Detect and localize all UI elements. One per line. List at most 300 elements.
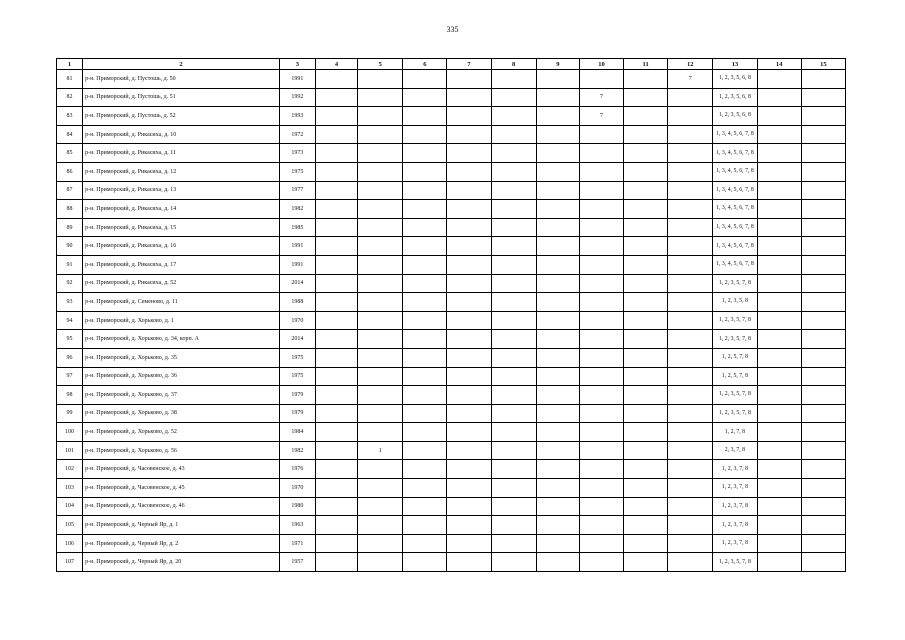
value-cell-col-11 [624,255,668,274]
row-number: 94 [57,311,83,330]
value-cell-col-4 [315,70,357,89]
value-cell-col-10 [579,70,623,89]
value-cell-col-10 [579,386,623,405]
row-number: 82 [57,88,83,107]
codes-cell: 1, 2, 3, 5, 7, 8 [713,330,757,349]
value-cell-col-15 [801,255,845,274]
value-cell-col-10 [579,534,623,553]
value-cell-col-12 [668,534,713,553]
value-cell-col-6 [403,497,447,516]
table-row [57,404,846,423]
table-row [57,255,846,274]
value-cell-col-10 [579,237,623,256]
value-cell-col-6 [403,553,447,572]
value-cell-col-15 [801,553,845,572]
value-cell-col-9 [536,497,579,516]
table-row [57,200,846,219]
value-cell-col-9 [536,311,579,330]
value-cell-col-9 [536,367,579,386]
value-cell-col-10 [579,200,623,219]
value-cell-col-8 [491,107,536,126]
value-cell-col-12 [668,107,713,126]
value-cell-col-9 [536,88,579,107]
address-cell: р-н. Приморский, д. Черный Яр, д. 20 [83,553,280,572]
value-cell-col-7 [447,534,491,553]
value-cell-col-8 [491,441,536,460]
row-number: 95 [57,330,83,349]
value-cell-col-4 [315,348,357,367]
codes-cell: 1, 2, 3, 5, 7, 8 [713,553,757,572]
value-cell-col-4 [315,200,357,219]
value-cell-col-10 [579,144,623,163]
value-cell-col-14 [757,88,801,107]
value-cell-col-4 [315,218,357,237]
value-cell-col-12 [668,274,713,293]
value-cell-col-11 [624,293,668,312]
value-cell-col-14 [757,70,801,89]
value-cell-col-8 [491,181,536,200]
value-cell-col-9 [536,553,579,572]
year-cell: 1991 [279,70,315,89]
value-cell-col-15 [801,88,845,107]
value-cell-col-9 [536,479,579,498]
address-cell: р-н. Приморский, д. Черный Яр, д. 1 [83,516,280,535]
address-cell: р-н. Приморский, д. Рикасиха, д. 15 [83,218,280,237]
column-header-4: 4 [315,59,357,70]
value-cell-col-12 [668,386,713,405]
value-cell-col-10 [579,479,623,498]
table-row [57,218,846,237]
value-cell-col-5 [358,293,403,312]
value-cell-col-8 [491,218,536,237]
codes-cell: 1, 2, 5, 7, 8 [713,367,757,386]
value-cell-col-10 [579,404,623,423]
table-row [57,274,846,293]
value-cell-col-4 [315,404,357,423]
codes-cell: 1, 2, 3, 5, 6, 8 [713,70,757,89]
value-cell-col-15 [801,460,845,479]
value-cell-col-9 [536,237,579,256]
value-cell-col-7 [447,70,491,89]
value-cell-col-12 [668,367,713,386]
value-cell-col-10: 7 [579,107,623,126]
value-cell-col-6 [403,218,447,237]
value-cell-col-10 [579,162,623,181]
address-cell: р-н. Приморский, д. Рикасиха, д. 10 [83,125,280,144]
year-cell: 1975 [279,162,315,181]
register-table [56,58,846,572]
value-cell-col-6 [403,70,447,89]
value-cell-col-7 [447,218,491,237]
year-cell: 1979 [279,404,315,423]
table-row [57,497,846,516]
value-cell-col-5 [358,181,403,200]
value-cell-col-12 [668,293,713,312]
value-cell-col-5 [358,367,403,386]
year-cell: 2014 [279,274,315,293]
year-cell: 1988 [279,293,315,312]
value-cell-col-6 [403,460,447,479]
value-cell-col-9 [536,534,579,553]
table-row [57,553,846,572]
column-header-10: 10 [579,59,623,70]
codes-cell: 1, 2, 7, 8 [713,423,757,442]
value-cell-col-9 [536,516,579,535]
value-cell-col-5 [358,553,403,572]
value-cell-col-12 [668,88,713,107]
value-cell-col-15 [801,218,845,237]
year-cell: 1976 [279,460,315,479]
value-cell-col-10 [579,125,623,144]
row-number: 107 [57,553,83,572]
value-cell-col-10 [579,181,623,200]
value-cell-col-10 [579,441,623,460]
value-cell-col-12 [668,144,713,163]
table-row [57,88,846,107]
table-row [57,162,846,181]
value-cell-col-4 [315,534,357,553]
column-header-3: 3 [279,59,315,70]
value-cell-col-6 [403,311,447,330]
year-cell: 2014 [279,330,315,349]
value-cell-col-10 [579,460,623,479]
value-cell-col-11 [624,423,668,442]
value-cell-col-10: 7 [579,88,623,107]
table-row [57,237,846,256]
value-cell-col-4 [315,181,357,200]
address-cell: р-н. Приморский, д. Пустошь, д. 50 [83,70,280,89]
value-cell-col-7 [447,144,491,163]
row-number: 84 [57,125,83,144]
value-cell-col-4 [315,386,357,405]
value-cell-col-7 [447,348,491,367]
row-number: 98 [57,386,83,405]
codes-cell: 1, 2, 3, 5, 7, 8 [713,404,757,423]
value-cell-col-15 [801,237,845,256]
value-cell-col-12 [668,460,713,479]
value-cell-col-12 [668,516,713,535]
table-row [57,516,846,535]
address-cell: р-н. Приморский, д. Хорьково, д. 38 [83,404,280,423]
address-cell: р-н. Приморский, д. Часовенское, д. 43 [83,460,280,479]
value-cell-col-14 [757,479,801,498]
value-cell-col-11 [624,479,668,498]
address-cell: р-н. Приморский, д. Хорьково, д. 34, корп. А [83,330,280,349]
value-cell-col-14 [757,293,801,312]
value-cell-col-10 [579,274,623,293]
value-cell-col-7 [447,441,491,460]
value-cell-col-6 [403,255,447,274]
value-cell-col-7 [447,200,491,219]
value-cell-col-11 [624,348,668,367]
value-cell-col-10 [579,348,623,367]
address-cell: р-н. Приморский, д. Рикасиха, д. 52 [83,274,280,293]
column-header-6: 6 [403,59,447,70]
value-cell-col-9 [536,144,579,163]
value-cell-col-15 [801,516,845,535]
value-cell-col-9 [536,423,579,442]
table-row [57,107,846,126]
value-cell-col-12 [668,330,713,349]
row-number: 81 [57,70,83,89]
value-cell-col-6 [403,125,447,144]
address-cell: р-н. Приморский, д. Рикасиха, д. 13 [83,181,280,200]
value-cell-col-5 [358,311,403,330]
table-row [57,460,846,479]
value-cell-col-4 [315,423,357,442]
value-cell-col-15 [801,330,845,349]
value-cell-col-15 [801,311,845,330]
value-cell-col-4 [315,497,357,516]
row-number: 96 [57,348,83,367]
value-cell-col-11 [624,460,668,479]
value-cell-col-10 [579,553,623,572]
value-cell-col-14 [757,311,801,330]
value-cell-col-12 [668,181,713,200]
value-cell-col-9 [536,162,579,181]
value-cell-col-14 [757,534,801,553]
value-cell-col-4 [315,274,357,293]
value-cell-col-4 [315,441,357,460]
value-cell-col-8 [491,386,536,405]
table-row [57,330,846,349]
value-cell-col-8 [491,479,536,498]
value-cell-col-14 [757,162,801,181]
value-cell-col-15 [801,479,845,498]
table-row [57,441,846,460]
value-cell-col-9 [536,107,579,126]
value-cell-col-10 [579,311,623,330]
value-cell-col-14 [757,460,801,479]
year-cell: 1982 [279,200,315,219]
value-cell-col-12 [668,218,713,237]
value-cell-col-4 [315,367,357,386]
value-cell-col-6 [403,386,447,405]
year-cell: 1963 [279,516,315,535]
value-cell-col-10 [579,218,623,237]
row-number: 89 [57,218,83,237]
value-cell-col-4 [315,237,357,256]
value-cell-col-5 [358,218,403,237]
value-cell-col-15 [801,348,845,367]
address-cell: р-н. Приморский, д. Хорьково, д. 36 [83,367,280,386]
value-cell-col-5 [358,460,403,479]
value-cell-col-14 [757,237,801,256]
row-number: 85 [57,144,83,163]
row-number: 102 [57,460,83,479]
value-cell-col-6 [403,162,447,181]
value-cell-col-12 [668,311,713,330]
value-cell-col-15 [801,107,845,126]
value-cell-col-10 [579,255,623,274]
value-cell-col-14 [757,125,801,144]
value-cell-col-14 [757,181,801,200]
year-cell: 1991 [279,237,315,256]
value-cell-col-5 [358,125,403,144]
address-cell: р-н. Приморский, д. Рикасиха, д. 11 [83,144,280,163]
codes-cell: 1, 2, 3, 7, 8 [713,497,757,516]
value-cell-col-4 [315,553,357,572]
value-cell-col-12 [668,125,713,144]
value-cell-col-5 [358,162,403,181]
address-cell: р-н. Приморский, д. Хорьково, д. 1 [83,311,280,330]
value-cell-col-8 [491,553,536,572]
codes-cell: 1, 3, 4, 5, 6, 7, 8 [713,125,757,144]
value-cell-col-7 [447,367,491,386]
codes-cell: 1, 2, 3, 5, 8 [713,293,757,312]
value-cell-col-11 [624,311,668,330]
value-cell-col-8 [491,516,536,535]
value-cell-col-8 [491,497,536,516]
value-cell-col-7 [447,237,491,256]
column-header-15: 15 [801,59,845,70]
table-row [57,144,846,163]
year-cell: 1972 [279,125,315,144]
value-cell-col-10 [579,516,623,535]
value-cell-col-12 [668,200,713,219]
value-cell-col-7 [447,181,491,200]
value-cell-col-9 [536,348,579,367]
value-cell-col-14 [757,274,801,293]
value-cell-col-8 [491,330,536,349]
value-cell-col-15 [801,441,845,460]
value-cell-col-4 [315,516,357,535]
value-cell-col-12 [668,162,713,181]
codes-cell: 1, 2, 3, 5, 6, 8 [713,88,757,107]
value-cell-col-14 [757,404,801,423]
address-cell: р-н. Приморский, д. Хорьково, д. 52 [83,423,280,442]
table-row [57,534,846,553]
column-header-7: 7 [447,59,491,70]
value-cell-col-8 [491,88,536,107]
value-cell-col-14 [757,386,801,405]
value-cell-col-11 [624,441,668,460]
value-cell-col-5 [358,144,403,163]
value-cell-col-6 [403,107,447,126]
value-cell-col-14 [757,144,801,163]
address-cell: р-н. Приморский, д. Часовенское, д. 46 [83,497,280,516]
value-cell-col-14 [757,200,801,219]
value-cell-col-12 [668,553,713,572]
value-cell-col-12 [668,348,713,367]
value-cell-col-7 [447,311,491,330]
year-cell: 1979 [279,386,315,405]
address-cell: р-н. Приморский, д. Семеново, д. 11 [83,293,280,312]
value-cell-col-6 [403,423,447,442]
value-cell-col-15 [801,497,845,516]
value-cell-col-6 [403,330,447,349]
value-cell-col-8 [491,367,536,386]
year-cell: 1993 [279,107,315,126]
row-number: 88 [57,200,83,219]
value-cell-col-12 [668,497,713,516]
year-cell: 1971 [279,534,315,553]
value-cell-col-11 [624,181,668,200]
value-cell-col-8 [491,274,536,293]
row-number: 83 [57,107,83,126]
column-header-5: 5 [358,59,403,70]
value-cell-col-6 [403,88,447,107]
address-cell: р-н. Приморский, д. Рикасиха, д. 16 [83,237,280,256]
value-cell-col-6 [403,479,447,498]
row-number: 87 [57,181,83,200]
value-cell-col-15 [801,386,845,405]
table-row [57,311,846,330]
year-cell: 1970 [279,311,315,330]
value-cell-col-5 [358,70,403,89]
column-header-1: 1 [57,59,83,70]
value-cell-col-9 [536,460,579,479]
value-cell-col-6 [403,348,447,367]
row-number: 103 [57,479,83,498]
value-cell-col-11 [624,534,668,553]
value-cell-col-9 [536,181,579,200]
value-cell-col-15 [801,367,845,386]
value-cell-col-12 [668,479,713,498]
value-cell-col-10 [579,293,623,312]
value-cell-col-11 [624,125,668,144]
value-cell-col-9 [536,70,579,89]
value-cell-col-8 [491,200,536,219]
value-cell-col-14 [757,423,801,442]
value-cell-col-7 [447,125,491,144]
value-cell-col-15 [801,423,845,442]
year-cell: 1977 [279,181,315,200]
value-cell-col-5 [358,107,403,126]
value-cell-col-6 [403,144,447,163]
value-cell-col-7 [447,386,491,405]
codes-cell: 1, 3, 4, 5, 6, 7, 8 [713,255,757,274]
value-cell-col-14 [757,255,801,274]
value-cell-col-14 [757,497,801,516]
codes-cell: 1, 2, 5, 7, 8 [713,348,757,367]
value-cell-col-11 [624,553,668,572]
codes-cell: 1, 2, 3, 5, 7, 8 [713,274,757,293]
address-cell: р-н. Приморский, д. Хорьково, д. 35 [83,348,280,367]
value-cell-col-9 [536,404,579,423]
codes-cell: 1, 3, 4, 5, 6, 7, 8 [713,237,757,256]
year-cell: 1975 [279,348,315,367]
value-cell-col-9 [536,293,579,312]
codes-cell: 1, 2, 3, 5, 6, 8 [713,107,757,126]
address-cell: р-н. Приморский, д. Рикасиха, д. 14 [83,200,280,219]
value-cell-col-5 [358,404,403,423]
table-row [57,293,846,312]
value-cell-col-7 [447,479,491,498]
value-cell-col-14 [757,330,801,349]
codes-cell: 1, 3, 4, 5, 6, 7, 8 [713,218,757,237]
page-number: 335 [446,25,459,34]
value-cell-col-12 [668,237,713,256]
table-row [57,479,846,498]
value-cell-col-15 [801,125,845,144]
table-row [57,423,846,442]
year-cell: 1957 [279,553,315,572]
year-cell: 1970 [279,479,315,498]
value-cell-col-11 [624,330,668,349]
row-number: 86 [57,162,83,181]
value-cell-col-8 [491,311,536,330]
row-number: 91 [57,255,83,274]
value-cell-col-6 [403,293,447,312]
value-cell-col-4 [315,460,357,479]
value-cell-col-9 [536,330,579,349]
value-cell-col-4 [315,88,357,107]
value-cell-col-4 [315,107,357,126]
value-cell-col-15 [801,181,845,200]
value-cell-col-14 [757,553,801,572]
value-cell-col-7 [447,274,491,293]
